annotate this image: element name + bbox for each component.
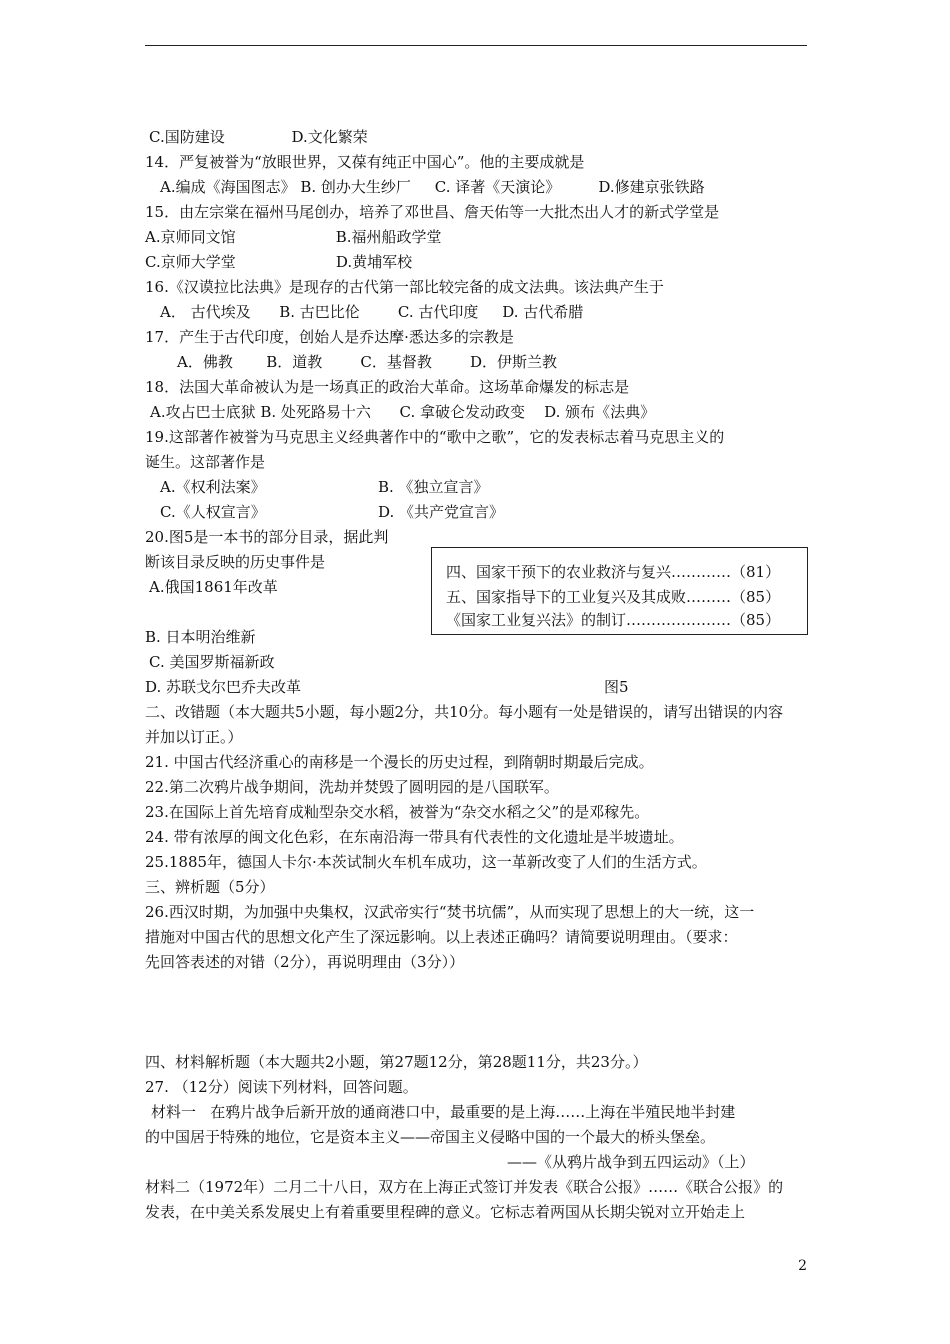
text-line: C.《人权宣言》 bbox=[160, 503, 266, 521]
text-line: C.国防建设 D.文化繁荣 bbox=[149, 128, 368, 146]
text-line: 20.图5是一本书的部分目录，据此判 bbox=[145, 528, 389, 546]
text-line: A.京师同文馆 B.福州船政学堂 bbox=[145, 228, 442, 246]
text-line: 措施对中国古代的思想文化产生了深远影响。以上表述正确吗？请简要说明理由。（要求： bbox=[145, 928, 738, 946]
text-line: 并加以订正。） bbox=[145, 728, 243, 746]
toc-line: 五、国家指导下的工业复兴及其成败………（85） bbox=[446, 588, 781, 606]
text-line: A． 古代埃及 B. 古巴比伦 C. 古代印度 D. 古代希腊 bbox=[160, 303, 584, 321]
text-line: A．佛教 B．道教 C．基督教 D．伊斯兰教 bbox=[177, 353, 558, 371]
figure-label: 图5 bbox=[604, 678, 629, 696]
text-line: 16.《汉谟拉比法典》是现存的古代第一部比较完备的成文法典。该法典产生于 bbox=[145, 278, 664, 296]
toc-line: 四、国家干预下的农业救济与复兴…………（81） bbox=[446, 563, 781, 581]
text-line: 发表，在中美关系发展史上有着重要里程碑的意义。它标志着两国从长期尖锐对立开始走上 bbox=[145, 1203, 746, 1221]
text-line: 26.西汉时期，为加强中央集权，汉武帝实行“焚书坑儒”，从而实现了思想上的大一统，这一 bbox=[145, 903, 755, 921]
text-line: 18．法国大革命被认为是一场真正的政治大革命。这场革命爆发的标志是 bbox=[145, 378, 630, 396]
text-line: ——《从鸦片战争到五四运动》（上） bbox=[507, 1153, 755, 1171]
text-line: 四、材料解析题（本大题共2小题，第27题12分，第28题11分，共23分。） bbox=[145, 1053, 648, 1071]
text-line: 材料二（1972年）二月二十八日，双方在上海正式签订并发表《联合公报》……《联合公报》的 bbox=[145, 1178, 784, 1196]
text-line: 14．严复被誉为“放眼世界，又葆有纯正中国心”。他的主要成就是 bbox=[145, 153, 585, 171]
text-line: 15．由左宗棠在福州马尾创办，培养了邓世昌、詹天佑等一大批杰出人才的新式学堂是 bbox=[145, 203, 720, 221]
text-line: 材料一 在鸦片战争后新开放的通商港口中，最重要的是上海……上海在半殖民地半封建 bbox=[151, 1103, 736, 1121]
header-rule bbox=[145, 45, 807, 46]
text-line: B. 日本明治维新 bbox=[145, 628, 256, 646]
text-line: A.攻占巴士底狱 B. 处死路易十六 C. 拿破仑发动政变 D. 颁布《法典》 bbox=[150, 403, 656, 421]
text-line: D. 《共产党宣言》 bbox=[378, 503, 505, 521]
text-line: D. 苏联戈尔巴乔夫改革 bbox=[145, 678, 302, 696]
text-line: A.《权利法案》 bbox=[160, 478, 266, 496]
text-line: 先回答表述的对错（2分），再说明理由（3分）） bbox=[145, 953, 465, 971]
text-line: 23.在国际上首先培育成籼型杂交水稻，被誉为“杂交水稻之父”的是邓稼先。 bbox=[145, 803, 650, 821]
text-line: 三、辨析题（5分） bbox=[145, 878, 275, 896]
text-line: 21. 中国古代经济重心的南移是一个漫长的历史过程，到隋朝时期最后完成。 bbox=[145, 753, 654, 771]
toc-line: 《国家工业复兴法》的制订…………………（85） bbox=[446, 611, 781, 629]
text-line: A.编成《海国图志》 B. 创办大生纱厂 C. 译著《天演论》 D.修建京张铁路 bbox=[160, 178, 705, 196]
text-line: B. 《独立宣言》 bbox=[378, 478, 489, 496]
text-line: C.京师大学堂 D.黄埔军校 bbox=[145, 253, 413, 271]
text-line: 24. 带有浓厚的闽文化色彩，在东南沿海一带具有代表性的文化遗址是半坡遗址。 bbox=[145, 828, 684, 846]
text-line: 的中国居于特殊的地位，它是资本主义——帝国主义侵略中国的一个最大的桥头堡垒。 bbox=[145, 1128, 716, 1146]
text-line: 17．产生于古代印度，创始人是乔达摩·悉达多的宗教是 bbox=[145, 328, 514, 346]
text-line: 断该目录反映的历史事件是 bbox=[145, 553, 326, 571]
text-line: A.俄国1861年改革 bbox=[149, 578, 278, 596]
text-line: C. 美国罗斯福新政 bbox=[149, 653, 275, 671]
text-line: 二、改错题（本大题共5小题，每小题2分，共10分。每小题有一处是错误的，请写出错误的内容 bbox=[145, 703, 784, 721]
text-line: 25.1885年，德国人卡尔·本茨试制火车机车成功，这一革新改变了人们的生活方式。 bbox=[145, 853, 707, 871]
text-line: 19.这部著作被誉为马克思主义经典著作中的“歌中之歌”，它的发表标志着马克思主义的 bbox=[145, 428, 725, 446]
text-line: 27. （12分）阅读下列材料，回答问题。 bbox=[145, 1078, 418, 1096]
page-number: 2 bbox=[798, 1258, 807, 1274]
text-line: 诞生。这部著作是 bbox=[145, 453, 266, 471]
text-line: 22.第二次鸦片战争期间，洗劫并焚毁了圆明园的是八国联军。 bbox=[145, 778, 559, 796]
